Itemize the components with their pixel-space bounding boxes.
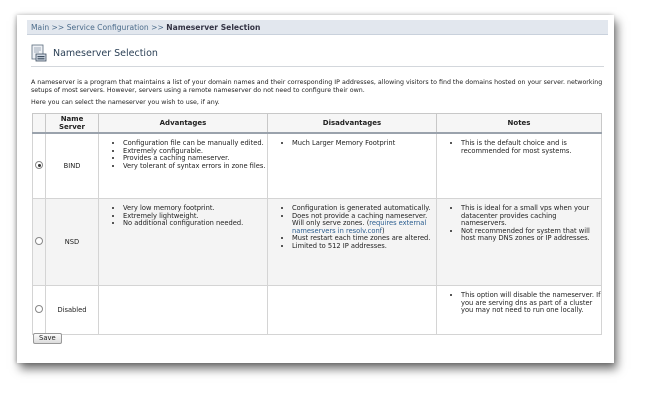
selection-prompt: Here you can select the nameserver you wish to use, if any. (31, 99, 220, 106)
intro-text: A nameserver is a program that maintains a list of your domain names and their corresponding IP addresses, allowing visitors to find the domains hosted on your server. networking setups of most servers. However, servers using a remote nameserver do not need to configure their own. (31, 79, 603, 94)
table-row-disabled (33, 286, 602, 335)
title-divider (31, 66, 604, 67)
header-disadvantages: Disadvantages (268, 114, 437, 134)
nameserver-table (32, 113, 602, 335)
breadcrumb-separator: >> (148, 23, 167, 32)
radio-cell (33, 133, 46, 199)
name-cell: BIND (46, 133, 99, 199)
advantages-cell (99, 286, 268, 335)
list-item: • No additional configuration needed. (123, 220, 267, 228)
breadcrumb-separator: >> (49, 23, 67, 32)
list-item: • Extremely lightweight. (123, 213, 267, 221)
list-item: • Configuration is generated automatically. (292, 205, 436, 213)
server-document-icon (31, 44, 47, 62)
breadcrumb-main-link[interactable]: Main (31, 23, 50, 32)
name-cell: NSD (46, 199, 99, 286)
list-item: • Configuration file can be manually edited. (123, 140, 267, 148)
notes-cell (437, 199, 602, 286)
header-radio (33, 114, 46, 134)
advantages-cell (99, 199, 268, 286)
breadcrumb-current: Nameserver Selection (166, 23, 261, 32)
radio-cell (33, 286, 46, 335)
list-item: • Provides a caching nameserver. (123, 155, 267, 163)
list-item: • This is the default choice and is recommended for most systems. (461, 140, 601, 155)
disadvantages-cell (268, 199, 437, 286)
header-notes: Notes (437, 114, 602, 134)
list-item: • Limited to 512 IP addresses. (292, 243, 436, 251)
list-item: • Much Larger Memory Footprint (292, 140, 436, 148)
notes-cell (437, 133, 602, 199)
advantages-cell (99, 133, 268, 199)
header-advantages: Advantages (99, 114, 268, 134)
list-item (292, 213, 436, 236)
disadvantages-cell (268, 133, 437, 199)
table-row-nsd (33, 199, 602, 286)
breadcrumb-section-link[interactable]: Service Configuration (66, 23, 149, 32)
list-item-text: Does not provide a caching nameserver. Will only serve zones. (292, 211, 428, 228)
header-name-server: Name Server (46, 114, 99, 134)
list-item: • Must restart each time zones are altered. (292, 235, 436, 243)
name-cell: Disabled (46, 286, 99, 335)
list-item: • Not recommended for system that will host many DNS zones or IP addresses. (461, 228, 601, 243)
radio-cell (33, 199, 46, 286)
list-item: • This option will disable the nameserver. If you are serving dns as part of a cluster you may not need to run one locally. (461, 292, 601, 315)
radio-disabled[interactable] (35, 305, 43, 313)
save-button[interactable]: Save (33, 333, 62, 344)
list-item: • Very low memory footprint. (123, 205, 267, 213)
list-item: • Very tolerant of syntax errors in zone files. (123, 163, 267, 171)
radio-bind[interactable] (35, 161, 43, 169)
page-title: Nameserver Selection (53, 48, 158, 59)
link-paren-close: ) (382, 226, 385, 235)
notes-cell (437, 286, 602, 335)
table-row-bind (33, 133, 602, 199)
table-header-row (33, 114, 602, 134)
disadvantages-cell (268, 286, 437, 335)
resolv-conf-link[interactable]: requires external nameservers in resolv.conf (292, 219, 427, 235)
list-item: • Extremely configurable. (123, 148, 267, 156)
link-paren-open: ( (366, 219, 370, 228)
breadcrumb (27, 20, 608, 35)
list-item: • This is ideal for a small vps when your datacenter provides caching nameservers. (461, 205, 601, 228)
radio-nsd[interactable] (35, 237, 43, 245)
